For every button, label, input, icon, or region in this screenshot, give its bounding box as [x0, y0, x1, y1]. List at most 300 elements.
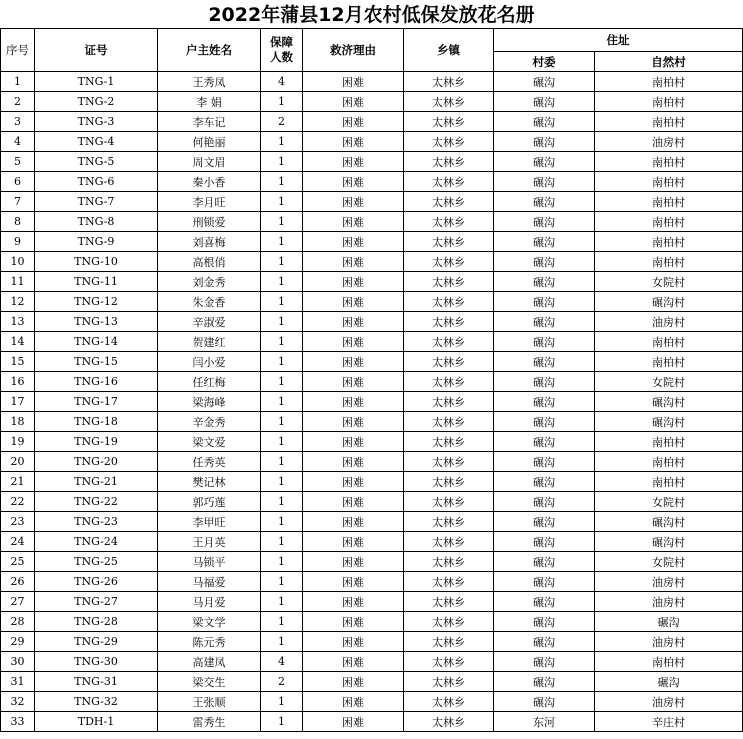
cell-town: 太林乡: [404, 612, 494, 632]
cell-committee: 碾沟: [494, 292, 595, 312]
cell-committee: 碾沟: [494, 352, 595, 372]
cell-cert: TNG-21: [35, 472, 158, 492]
cell-persons: 1: [261, 132, 303, 152]
table-row: [1, 132, 743, 152]
cell-persons: 1: [261, 252, 303, 272]
cell-committee: 碾沟: [494, 172, 595, 192]
cell-name: 梁文爱: [158, 432, 261, 452]
cell-cert: TNG-10: [35, 252, 158, 272]
cell-village: 油房村: [595, 132, 743, 152]
cell-persons: 1: [261, 532, 303, 552]
cell-town: 太林乡: [404, 492, 494, 512]
cell-name: 任秀英: [158, 452, 261, 472]
cell-town: 太林乡: [404, 352, 494, 372]
cell-persons: 1: [261, 392, 303, 412]
table-row: [1, 212, 743, 232]
cell-name: 秦小香: [158, 172, 261, 192]
cell-town: 太林乡: [404, 232, 494, 252]
cell-village: 碾沟村: [595, 412, 743, 432]
cell-cert: TNG-5: [35, 152, 158, 172]
cell-town: 太林乡: [404, 572, 494, 592]
cell-town: 太林乡: [404, 472, 494, 492]
table-row: [1, 452, 743, 472]
header-seq: 序号: [1, 29, 35, 72]
cell-village: 碾沟村: [595, 512, 743, 532]
cell-town: 太林乡: [404, 712, 494, 732]
cell-town: 太林乡: [404, 72, 494, 92]
cell-town: 太林乡: [404, 172, 494, 192]
cell-reason: 困难: [303, 612, 404, 632]
cell-name: 周文眉: [158, 152, 261, 172]
table-row: [1, 592, 743, 612]
cell-seq: 25: [1, 552, 35, 572]
table-body: [1, 72, 743, 732]
cell-cert: TNG-20: [35, 452, 158, 472]
roster-table: [0, 28, 743, 732]
cell-village: 南柏村: [595, 652, 743, 672]
cell-seq: 14: [1, 332, 35, 352]
cell-name: 辛金秀: [158, 412, 261, 432]
cell-name: 高建凤: [158, 652, 261, 672]
cell-cert: TNG-8: [35, 212, 158, 232]
cell-reason: 困难: [303, 632, 404, 652]
cell-village: 油房村: [595, 572, 743, 592]
cell-name: 高根俏: [158, 252, 261, 272]
table-row: [1, 232, 743, 252]
cell-reason: 困难: [303, 192, 404, 212]
cell-village: 油房村: [595, 692, 743, 712]
cell-town: 太林乡: [404, 592, 494, 612]
cell-cert: TNG-24: [35, 532, 158, 552]
header-reason: 救济理由: [303, 29, 404, 72]
cell-name: 樊记林: [158, 472, 261, 492]
cell-seq: 4: [1, 132, 35, 152]
cell-cert: TNG-32: [35, 692, 158, 712]
cell-committee: 碾沟: [494, 612, 595, 632]
cell-reason: 困难: [303, 652, 404, 672]
cell-committee: 碾沟: [494, 212, 595, 232]
cell-committee: 碾沟: [494, 472, 595, 492]
cell-reason: 困难: [303, 272, 404, 292]
cell-committee: 碾沟: [494, 512, 595, 532]
table-row: [1, 632, 743, 652]
cell-reason: 困难: [303, 312, 404, 332]
cell-cert: TNG-18: [35, 412, 158, 432]
cell-persons: 1: [261, 212, 303, 232]
cell-seq: 15: [1, 352, 35, 372]
cell-town: 太林乡: [404, 152, 494, 172]
table-row: [1, 252, 743, 272]
cell-village: 油房村: [595, 592, 743, 612]
cell-persons: 1: [261, 552, 303, 572]
cell-reason: 困难: [303, 412, 404, 432]
cell-village: 南柏村: [595, 352, 743, 372]
cell-committee: 碾沟: [494, 632, 595, 652]
cell-name: 何艳丽: [158, 132, 261, 152]
cell-name: 王秀凤: [158, 72, 261, 92]
cell-reason: 困难: [303, 352, 404, 372]
cell-seq: 10: [1, 252, 35, 272]
cell-reason: 困难: [303, 152, 404, 172]
cell-persons: 1: [261, 192, 303, 212]
cell-persons: 1: [261, 592, 303, 612]
cell-village: 南柏村: [595, 232, 743, 252]
cell-committee: 碾沟: [494, 72, 595, 92]
cell-committee: 碾沟: [494, 132, 595, 152]
cell-village: 碾沟村: [595, 292, 743, 312]
table-row: [1, 312, 743, 332]
cell-seq: 8: [1, 212, 35, 232]
cell-name: 马月爱: [158, 592, 261, 612]
table-row: [1, 652, 743, 672]
table-row: [1, 512, 743, 532]
cell-seq: 11: [1, 272, 35, 292]
cell-town: 太林乡: [404, 552, 494, 572]
cell-committee: 碾沟: [494, 592, 595, 612]
table-row: [1, 292, 743, 312]
cell-committee: 碾沟: [494, 92, 595, 112]
cell-name: 陈元秀: [158, 632, 261, 652]
cell-cert: TNG-11: [35, 272, 158, 292]
table-row: [1, 412, 743, 432]
cell-reason: 困难: [303, 712, 404, 732]
cell-seq: 1: [1, 72, 35, 92]
cell-reason: 困难: [303, 252, 404, 272]
cell-name: 任红梅: [158, 372, 261, 392]
cell-village: 油房村: [595, 632, 743, 652]
cell-town: 太林乡: [404, 92, 494, 112]
cell-reason: 困难: [303, 372, 404, 392]
cell-persons: 4: [261, 72, 303, 92]
cell-reason: 困难: [303, 472, 404, 492]
cell-cert: TNG-27: [35, 592, 158, 612]
cell-cert: TNG-1: [35, 72, 158, 92]
table-row: [1, 552, 743, 572]
cell-committee: 碾沟: [494, 152, 595, 172]
cell-cert: TNG-19: [35, 432, 158, 452]
cell-name: 梁交生: [158, 672, 261, 692]
cell-cert: TNG-29: [35, 632, 158, 652]
header-persons-line: 保障: [270, 35, 293, 49]
cell-village: 南柏村: [595, 172, 743, 192]
cell-name: 辛淑爱: [158, 312, 261, 332]
cell-village: 南柏村: [595, 252, 743, 272]
cell-seq: 16: [1, 372, 35, 392]
cell-persons: 1: [261, 372, 303, 392]
cell-name: 贺建红: [158, 332, 261, 352]
cell-cert: TNG-22: [35, 492, 158, 512]
table-row: [1, 572, 743, 592]
cell-persons: 1: [261, 352, 303, 372]
cell-town: 太林乡: [404, 192, 494, 212]
cell-name: 王月英: [158, 532, 261, 552]
cell-committee: 碾沟: [494, 452, 595, 472]
cell-cert: TNG-26: [35, 572, 158, 592]
table-row: [1, 112, 743, 132]
header-address: 住址: [494, 29, 743, 52]
cell-village: 南柏村: [595, 212, 743, 232]
cell-town: 太林乡: [404, 532, 494, 552]
cell-reason: 困难: [303, 392, 404, 412]
cell-village: 女院村: [595, 492, 743, 512]
cell-reason: 困难: [303, 132, 404, 152]
cell-reason: 困难: [303, 112, 404, 132]
cell-persons: 1: [261, 292, 303, 312]
table-row: [1, 712, 743, 732]
cell-persons: 2: [261, 112, 303, 132]
cell-village: 南柏村: [595, 472, 743, 492]
cell-persons: 1: [261, 612, 303, 632]
cell-committee: 碾沟: [494, 412, 595, 432]
cell-village: 南柏村: [595, 192, 743, 212]
cell-seq: 12: [1, 292, 35, 312]
cell-town: 太林乡: [404, 672, 494, 692]
cell-seq: 6: [1, 172, 35, 192]
header-persons: [261, 29, 303, 72]
cell-cert: TNG-6: [35, 172, 158, 192]
cell-cert: TNG-13: [35, 312, 158, 332]
cell-reason: 困难: [303, 292, 404, 312]
cell-reason: 困难: [303, 572, 404, 592]
cell-seq: 13: [1, 312, 35, 332]
table-row: [1, 472, 743, 492]
cell-seq: 30: [1, 652, 35, 672]
cell-persons: 1: [261, 332, 303, 352]
cell-seq: 21: [1, 472, 35, 492]
cell-persons: 1: [261, 572, 303, 592]
cell-seq: 26: [1, 572, 35, 592]
cell-reason: 困难: [303, 512, 404, 532]
cell-cert: TNG-9: [35, 232, 158, 252]
cell-persons: 1: [261, 92, 303, 112]
cell-persons: 1: [261, 492, 303, 512]
cell-committee: 碾沟: [494, 272, 595, 292]
cell-committee: 碾沟: [494, 112, 595, 132]
cell-seq: 24: [1, 532, 35, 552]
cell-committee: 碾沟: [494, 672, 595, 692]
cell-cert: TNG-2: [35, 92, 158, 112]
cell-name: 李车记: [158, 112, 261, 132]
table-row: [1, 612, 743, 632]
header-village: 自然村: [595, 52, 743, 72]
cell-name: 刘金秀: [158, 272, 261, 292]
cell-village: 南柏村: [595, 72, 743, 92]
cell-town: 太林乡: [404, 512, 494, 532]
cell-town: 太林乡: [404, 432, 494, 452]
cell-seq: 7: [1, 192, 35, 212]
header-name: 户主姓名: [158, 29, 261, 72]
cell-name: 梁海峰: [158, 392, 261, 412]
header-committee: 村委: [494, 52, 595, 72]
cell-village: 女院村: [595, 272, 743, 292]
cell-town: 太林乡: [404, 452, 494, 472]
table-row: [1, 392, 743, 412]
cell-seq: 28: [1, 612, 35, 632]
cell-committee: 碾沟: [494, 232, 595, 252]
table-row: [1, 352, 743, 372]
cell-committee: 碾沟: [494, 692, 595, 712]
cell-town: 太林乡: [404, 212, 494, 232]
cell-village: 碾沟: [595, 612, 743, 632]
cell-reason: 困难: [303, 212, 404, 232]
cell-seq: 19: [1, 432, 35, 452]
cell-town: 太林乡: [404, 252, 494, 272]
cell-town: 太林乡: [404, 312, 494, 332]
cell-name: 朱金香: [158, 292, 261, 312]
cell-persons: 1: [261, 472, 303, 492]
table-row: [1, 92, 743, 112]
table-row: [1, 432, 743, 452]
cell-village: 南柏村: [595, 152, 743, 172]
cell-seq: 18: [1, 412, 35, 432]
cell-reason: 困难: [303, 452, 404, 472]
cell-village: 碾沟: [595, 672, 743, 692]
cell-seq: 5: [1, 152, 35, 172]
cell-cert: TNG-30: [35, 652, 158, 672]
cell-name: 马福爱: [158, 572, 261, 592]
cell-town: 太林乡: [404, 332, 494, 352]
table-row: [1, 372, 743, 392]
cell-name: 郭巧莲: [158, 492, 261, 512]
cell-persons: 4: [261, 652, 303, 672]
cell-persons: 1: [261, 512, 303, 532]
cell-committee: 碾沟: [494, 372, 595, 392]
table-row: [1, 672, 743, 692]
cell-committee: 碾沟: [494, 192, 595, 212]
cell-reason: 困难: [303, 552, 404, 572]
cell-reason: 困难: [303, 672, 404, 692]
table-row: [1, 492, 743, 512]
cell-committee: 碾沟: [494, 392, 595, 412]
cell-reason: 困难: [303, 232, 404, 252]
cell-name: 雷秀生: [158, 712, 261, 732]
cell-cert: TNG-3: [35, 112, 158, 132]
cell-village: 油房村: [595, 312, 743, 332]
cell-village: 女院村: [595, 372, 743, 392]
cell-name: 李甲旺: [158, 512, 261, 532]
cell-persons: 1: [261, 232, 303, 252]
cell-village: 碾沟村: [595, 532, 743, 552]
cell-cert: TDH-1: [35, 712, 158, 732]
cell-seq: 9: [1, 232, 35, 252]
table-row: [1, 192, 743, 212]
cell-town: 太林乡: [404, 372, 494, 392]
cell-persons: 1: [261, 452, 303, 472]
cell-committee: 碾沟: [494, 252, 595, 272]
cell-committee: 碾沟: [494, 572, 595, 592]
cell-village: 女院村: [595, 552, 743, 572]
cell-village: 南柏村: [595, 332, 743, 352]
cell-name: 王张顺: [158, 692, 261, 712]
cell-cert: TNG-14: [35, 332, 158, 352]
cell-seq: 22: [1, 492, 35, 512]
header-persons-line: 人数: [270, 50, 293, 64]
cell-cert: TNG-4: [35, 132, 158, 152]
cell-cert: TNG-7: [35, 192, 158, 212]
table-row: [1, 152, 743, 172]
cell-persons: 1: [261, 692, 303, 712]
cell-reason: 困难: [303, 332, 404, 352]
cell-village: 南柏村: [595, 452, 743, 472]
cell-village: 南柏村: [595, 112, 743, 132]
cell-reason: 困难: [303, 692, 404, 712]
cell-name: 梁文学: [158, 612, 261, 632]
cell-seq: 3: [1, 112, 35, 132]
table-header: [1, 29, 743, 72]
cell-village: 辛庄村: [595, 712, 743, 732]
cell-town: 太林乡: [404, 292, 494, 312]
cell-reason: 困难: [303, 492, 404, 512]
cell-cert: TNG-31: [35, 672, 158, 692]
cell-committee: 碾沟: [494, 552, 595, 572]
cell-town: 太林乡: [404, 132, 494, 152]
cell-cert: TNG-12: [35, 292, 158, 312]
cell-committee: 碾沟: [494, 432, 595, 452]
cell-town: 太林乡: [404, 112, 494, 132]
cell-seq: 33: [1, 712, 35, 732]
cell-seq: 2: [1, 92, 35, 112]
cell-committee: 碾沟: [494, 332, 595, 352]
cell-seq: 31: [1, 672, 35, 692]
cell-cert: TNG-16: [35, 372, 158, 392]
cell-seq: 27: [1, 592, 35, 612]
cell-persons: 1: [261, 412, 303, 432]
cell-name: 刑锁爱: [158, 212, 261, 232]
cell-persons: 1: [261, 432, 303, 452]
cell-reason: 困难: [303, 532, 404, 552]
cell-persons: 1: [261, 152, 303, 172]
cell-persons: 1: [261, 312, 303, 332]
cell-reason: 困难: [303, 432, 404, 452]
cell-town: 太林乡: [404, 412, 494, 432]
cell-committee: 碾沟: [494, 312, 595, 332]
table-row: [1, 172, 743, 192]
cell-town: 太林乡: [404, 272, 494, 292]
cell-seq: 32: [1, 692, 35, 712]
cell-town: 太林乡: [404, 392, 494, 412]
cell-persons: 1: [261, 272, 303, 292]
page-title: 2022年蒲县12月农村低保发放花名册: [208, 4, 535, 26]
cell-reason: 困难: [303, 592, 404, 612]
cell-persons: 2: [261, 672, 303, 692]
cell-cert: TNG-28: [35, 612, 158, 632]
cell-name: 李 娟: [158, 92, 261, 112]
cell-committee: 碾沟: [494, 532, 595, 552]
cell-name: 马锁平: [158, 552, 261, 572]
cell-cert: TNG-15: [35, 352, 158, 372]
table-row: [1, 332, 743, 352]
cell-committee: 东河: [494, 712, 595, 732]
cell-seq: 17: [1, 392, 35, 412]
cell-persons: 1: [261, 632, 303, 652]
cell-town: 太林乡: [404, 692, 494, 712]
cell-cert: TNG-23: [35, 512, 158, 532]
cell-village: 南柏村: [595, 432, 743, 452]
cell-persons: 1: [261, 172, 303, 192]
cell-town: 太林乡: [404, 632, 494, 652]
cell-cert: TNG-25: [35, 552, 158, 572]
cell-committee: 碾沟: [494, 492, 595, 512]
table-row: [1, 692, 743, 712]
cell-village: 碾沟村: [595, 392, 743, 412]
cell-cert: TNG-17: [35, 392, 158, 412]
header-cert: 证号: [35, 29, 158, 72]
cell-seq: 29: [1, 632, 35, 652]
cell-persons: 1: [261, 712, 303, 732]
cell-committee: 碾沟: [494, 652, 595, 672]
table-row: [1, 72, 743, 92]
cell-seq: 23: [1, 512, 35, 532]
